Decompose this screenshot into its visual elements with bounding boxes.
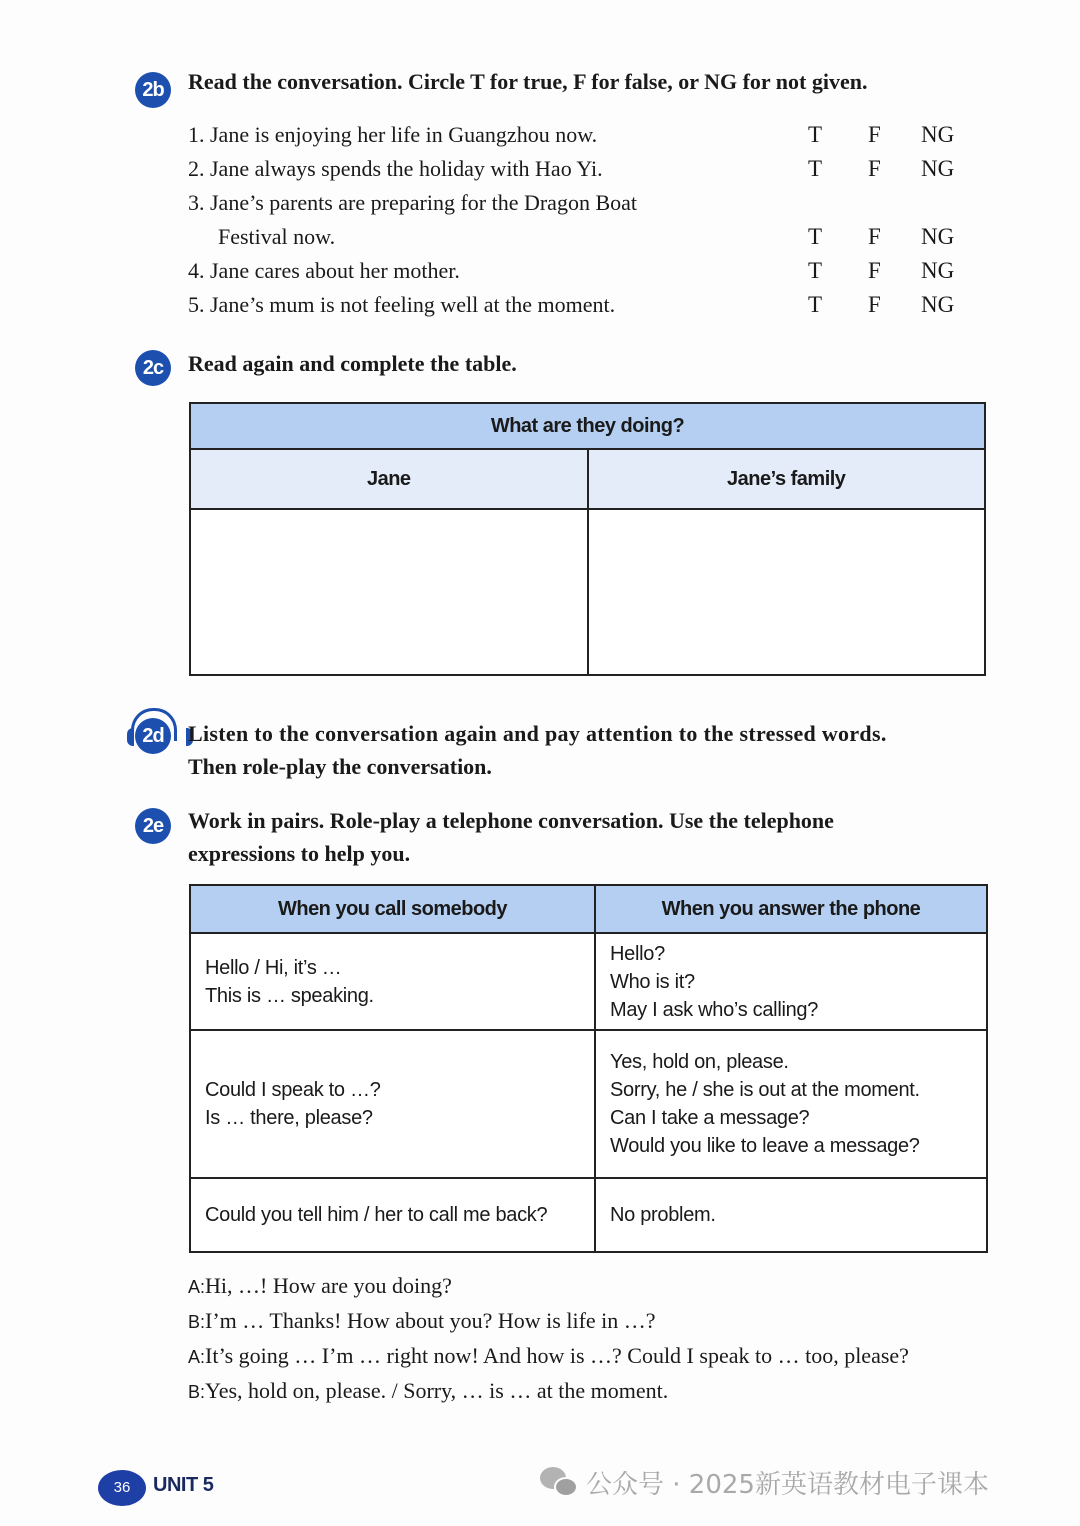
- column-header-jane: Jane: [190, 449, 588, 509]
- table-row: [190, 1178, 987, 1252]
- option-false[interactable]: F: [868, 258, 881, 283]
- page-number: 36: [98, 1470, 146, 1506]
- exercise-badge-2d: 2d: [142, 725, 164, 747]
- question-text: 1. Jane is enjoying her life in Guangzhou now.: [188, 122, 598, 147]
- option-not-given[interactable]: NG: [921, 258, 955, 283]
- dialogue-text: Hi, …! How are you doing?: [205, 1273, 452, 1298]
- question-text: 4. Jane cares about her mother.: [188, 258, 460, 283]
- option-false[interactable]: F: [868, 224, 881, 249]
- call-cell: [190, 1030, 595, 1178]
- question-text-continuation: Festival now.: [218, 224, 336, 249]
- expression: Is … there, please?: [205, 1107, 373, 1129]
- question-row: [188, 186, 988, 220]
- unit-label: UNIT 5: [153, 1474, 214, 1496]
- table-row: [190, 1030, 987, 1178]
- answer-cell: [595, 933, 987, 1030]
- question-row: [188, 254, 988, 288]
- dialogue-line: [188, 1373, 909, 1408]
- dialogue-line: [188, 1303, 909, 1338]
- question-row-continuation: [188, 220, 988, 254]
- question-text: 2. Jane always spends the holiday with Hao Yi.: [188, 156, 603, 181]
- option-false[interactable]: F: [868, 122, 881, 147]
- watermark-text: 公众号 · 2025新英语教材电子课本: [586, 1470, 989, 1500]
- exercise-badge-2b: 2b: [135, 72, 171, 108]
- option-false[interactable]: F: [868, 156, 881, 181]
- expression: Sorry, he / she is out at the moment.: [610, 1079, 920, 1101]
- expression: Could I speak to …?: [205, 1079, 381, 1101]
- column-header-answer: When you answer the phone: [595, 885, 987, 933]
- option-true[interactable]: T: [808, 258, 823, 283]
- expression: No problem.: [610, 1204, 716, 1226]
- table-title: What are they doing?: [190, 403, 985, 449]
- option-not-given[interactable]: NG: [921, 224, 955, 249]
- question-row: [188, 288, 988, 322]
- option-not-given[interactable]: NG: [921, 122, 955, 147]
- expression: Hello?: [610, 942, 665, 965]
- expression: Yes, hold on, please.: [610, 1051, 789, 1073]
- expression: Would you like to leave a message?: [610, 1135, 920, 1157]
- dialogue-template: [188, 1268, 909, 1408]
- expression: Who is it?: [610, 970, 695, 993]
- option-true[interactable]: T: [808, 156, 823, 181]
- question-row: [188, 152, 988, 186]
- option-true[interactable]: T: [808, 292, 823, 317]
- dialogue-line: [188, 1338, 909, 1373]
- wechat-icon: [540, 1465, 580, 1501]
- call-cell: [190, 933, 595, 1030]
- exercise-badge-2e: 2e: [135, 808, 171, 844]
- option-not-given[interactable]: NG: [921, 292, 955, 317]
- column-header-family: Jane’s family: [588, 449, 986, 509]
- speaker-label: A:: [188, 1277, 206, 1297]
- instruction-2c: Read again and complete the table.: [188, 351, 517, 376]
- table-row: [190, 933, 987, 1030]
- instruction-2b: Read the conversation. Circle T for true, F for false, or NG for not given.: [188, 69, 868, 94]
- column-header-call: When you call somebody: [190, 885, 595, 933]
- option-not-given[interactable]: NG: [921, 156, 955, 181]
- dialogue-text: It’s going … I’m … right now! And how is …? Could I speak to … too, please?: [205, 1343, 909, 1368]
- dialogue-text: Yes, hold on, please. / Sorry, … is … at the moment.: [205, 1378, 669, 1403]
- question-text: 3. Jane’s parents are preparing for the Dragon Boat: [188, 190, 638, 215]
- option-true[interactable]: T: [808, 122, 823, 147]
- option-true[interactable]: T: [808, 224, 823, 249]
- instruction-2d-line1: Listen to the conversation again and pay attention to the stressed words.: [188, 721, 887, 746]
- instruction-2d-line2: Then role-play the conversation.: [188, 754, 492, 779]
- watermark: [540, 1464, 989, 1501]
- answer-cell-family[interactable]: [588, 509, 986, 675]
- dialogue-line: [188, 1268, 909, 1303]
- expression: Could you tell him / her to call me back?: [205, 1204, 548, 1226]
- headphones-icon: [135, 718, 171, 754]
- question-row: [188, 118, 988, 152]
- answer-cell-jane[interactable]: [190, 509, 588, 675]
- exercise-badge-2c: 2c: [135, 350, 171, 386]
- question-list: [188, 118, 988, 322]
- question-text: 5. Jane’s mum is not feeling well at the moment.: [188, 292, 616, 317]
- answer-cell: [595, 1030, 987, 1178]
- expression: May I ask who’s calling?: [610, 998, 819, 1021]
- speaker-label: A:: [188, 1347, 206, 1367]
- option-false[interactable]: F: [868, 292, 881, 317]
- expression: Can I take a message?: [610, 1107, 810, 1129]
- dialogue-text: I’m … Thanks! How about you? How is life in …?: [205, 1308, 656, 1333]
- telephone-expressions-table: [189, 884, 988, 1253]
- speaker-label: B:: [188, 1312, 206, 1332]
- answer-cell: [595, 1178, 987, 1252]
- instruction-2e-line2: expressions to help you.: [188, 841, 411, 866]
- expression: This is … speaking.: [205, 984, 374, 1007]
- activity-table: [189, 402, 986, 676]
- call-cell: [190, 1178, 595, 1252]
- expression: Hello / Hi, it’s …: [205, 956, 342, 979]
- speaker-label: B:: [188, 1382, 206, 1402]
- instruction-2e-line1: Work in pairs. Role-play a telephone conversation. Use the telephone: [188, 808, 834, 833]
